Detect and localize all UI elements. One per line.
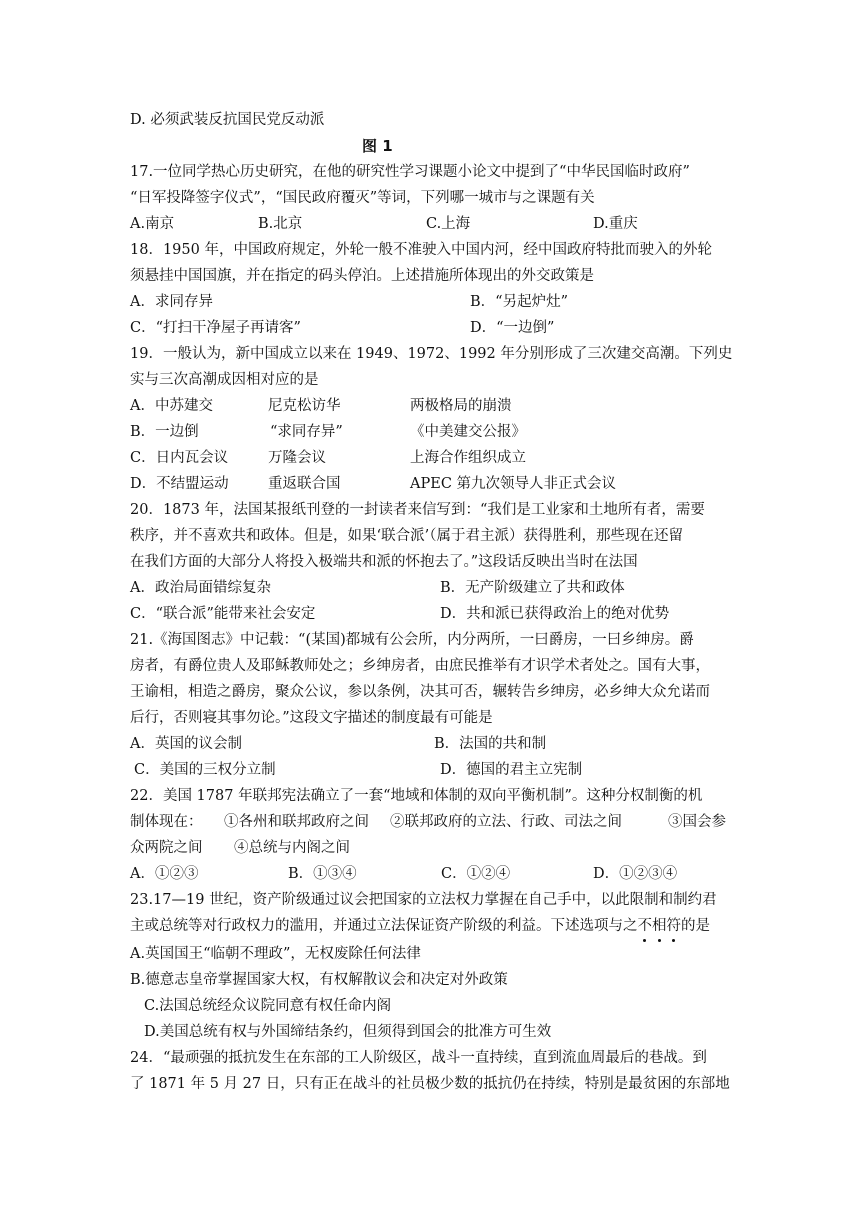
q21-stem-line1: 21.《海国图志》中记载：“(某国)都城有公会所，内分两所，一曰爵房，一曰乡绅房。爵: [130, 632, 694, 648]
q17-option-a: A.南京: [130, 216, 175, 232]
emphasis-char-2: 相: [652, 918, 667, 934]
q22-item-1: ①各州和联邦政府之间: [224, 814, 369, 830]
q20-option-d: D．共和派已获得政治上的绝对优势: [440, 606, 670, 622]
q21-option-c: C．美国的三权分立制: [134, 762, 276, 778]
q23-stem-line2-tail: 的是: [681, 918, 710, 934]
q22-option-d: D．①②③④: [593, 866, 678, 882]
q20-stem-line1: 20．1873 年，法国某报纸刊登的一封读者来信写到：“我们是工业家和土地所有者，需要: [130, 502, 705, 518]
q23-stem-line2-text: 主或总统等对行政权力的滥用，并通过立法保证资产阶级的利益。下述选项与之: [130, 918, 638, 934]
q20-stem-line3: 在我们方面的大部分人将投入极端共和派的怀抱去了。”这段话反映出当时在法国: [130, 554, 638, 570]
q19-option-a-col2: 尼克松访华: [268, 398, 341, 414]
q22-option-a: A．①②③: [130, 866, 199, 882]
q19-option-b-col2: “求同存异”: [270, 424, 343, 440]
q16-option-d: D. 必须武装反抗国民党反动派: [130, 112, 325, 128]
q17-option-b: B.北京: [258, 216, 303, 232]
q19-option-b-col3: 《中美建交公报》: [410, 424, 526, 440]
q22-item-4: ④总统与内阁之间: [234, 840, 350, 856]
q22-option-b: B．①③④: [288, 866, 357, 882]
q20-option-b: B．无产阶级建立了共和政体: [440, 580, 625, 596]
q22-item-3-cont: 众两院之间: [130, 840, 203, 856]
q23-stem-line1: 23.17—19 世纪，资产阶级通过议会把国家的立法权力掌握在自己手中，以此限制和制约君: [130, 892, 717, 908]
q19-stem-line2: 实与三次高潮成因相对应的是: [130, 372, 319, 388]
q21-stem-line2: 房者，有爵位贵人及耶稣教师处之；乡绅房者，由庶民推举有才识学术者处之。国有大事，: [130, 658, 710, 674]
q17-option-c: C.上海: [426, 216, 471, 232]
q19-option-b-col1: B．一边倒: [130, 424, 199, 440]
q21-stem-line4: 后行，否则寝其事勿论。”这段文字描述的制度最有可能是: [130, 710, 493, 726]
q23-option-a: A.英国国王“临朝不理政”，无权废除任何法律: [130, 946, 421, 962]
q18-stem-line2: 须悬挂中国国旗，并在指定的码头停泊。上述措施所体现出的外交政策是: [130, 268, 594, 284]
q19-option-c-col3: 上海合作组织成立: [410, 450, 526, 466]
figure-caption: 图 1: [362, 137, 393, 155]
q18-option-b: B．“另起炉灶”: [470, 294, 568, 310]
q20-stem-line2: 秩序，并不喜欢共和政体。但是，如果‘联合派’（属于君主派）获得胜利，那些现在还留: [130, 528, 683, 544]
q18-option-a: A．求同存异: [130, 294, 213, 310]
q19-option-a-col1: A．中苏建交: [130, 398, 213, 414]
q19-option-c-col1: C．日内瓦会议: [130, 450, 229, 466]
q18-option-c: C．“打扫干净屋子再请客”: [130, 320, 301, 336]
q22-stem-line2-lead: 制体现在：: [130, 814, 203, 830]
q23-option-c: C.法国总统经众议院同意有权任命内阁: [144, 998, 392, 1014]
q23-stem-line2: [130, 916, 710, 936]
q23-option-b: B.德意志皇帝掌握国家大权，有权解散议会和决定对外政策: [130, 972, 508, 988]
q19-option-d-col2: 重返联合国: [268, 476, 341, 492]
q21-option-b: B．法国的共和制: [434, 736, 547, 752]
q19-stem-line1: 19．一般认为，新中国成立以来在 1949、1972、1992 年分别形成了三次建交高潮。下列史: [130, 346, 733, 362]
q21-option-a: A．英国的议会制: [130, 736, 242, 752]
q17-option-d: D.重庆: [593, 216, 638, 232]
q19-option-a-col3: 两极格局的崩溃: [410, 398, 512, 414]
q17-stem-line1: 17.一位同学热心历史研究，在他的研究性学习课题小论文中提到了“中华民国临时政府”: [130, 164, 690, 180]
q22-option-c: C．①②④: [441, 866, 511, 882]
q19-option-c-col2: 万隆会议: [268, 450, 326, 466]
q23-option-d: D.美国总统有权与外国缔结条约，但须得到国会的批准方可生效: [144, 1024, 552, 1040]
emphasis-char-1: 不: [637, 918, 652, 934]
q17-stem-line2: “日军投降签字仪式”，“国民政府覆灭”等词，下列哪一城市与之课题有关: [130, 190, 595, 206]
q24-stem-line1: 24．“最顽强的抵抗发生在东部的工人阶级区，战斗一直持续，直到流血周最后的巷战。到: [130, 1050, 707, 1066]
q21-stem-line3: 王谕相，相造之爵房，聚众公议，参以条例，决其可否，辗转告乡绅房，必乡绅大众允诺而: [130, 684, 710, 700]
q19-option-d-col1: D．不结盟运动: [130, 476, 229, 492]
q22-stem-line1: 22．美国 1787 年联邦宪法确立了一套“地域和体制的双向平衡机制”。这种分权制衡的机: [130, 788, 703, 804]
q18-option-d: D．“一边倒”: [470, 320, 555, 336]
q21-option-d: D．德国的君主立宪制: [440, 762, 583, 778]
q19-option-d-col3: APEC 第九次领导人非正式会议: [410, 476, 617, 492]
q18-stem-line1: 18．1950 年，中国政府规定，外轮一般不准驶入中国内河，经中国政府特批而驶入的外轮: [130, 242, 712, 258]
q24-stem-line2: 了 1871 年 5 月 27 日，只有正在战斗的社员极少数的抵抗仍在持续，特别是最贫困的东部地: [130, 1076, 730, 1092]
emphasis-char-3: 符: [666, 918, 681, 934]
q22-item-3: ③国会参: [668, 814, 726, 830]
q22-item-2: ②联邦政府的立法、行政、司法之间: [390, 814, 622, 830]
q20-option-c: C．“联合派”能带来社会安定: [130, 606, 316, 622]
q20-option-a: A．政治局面错综复杂: [130, 580, 271, 596]
